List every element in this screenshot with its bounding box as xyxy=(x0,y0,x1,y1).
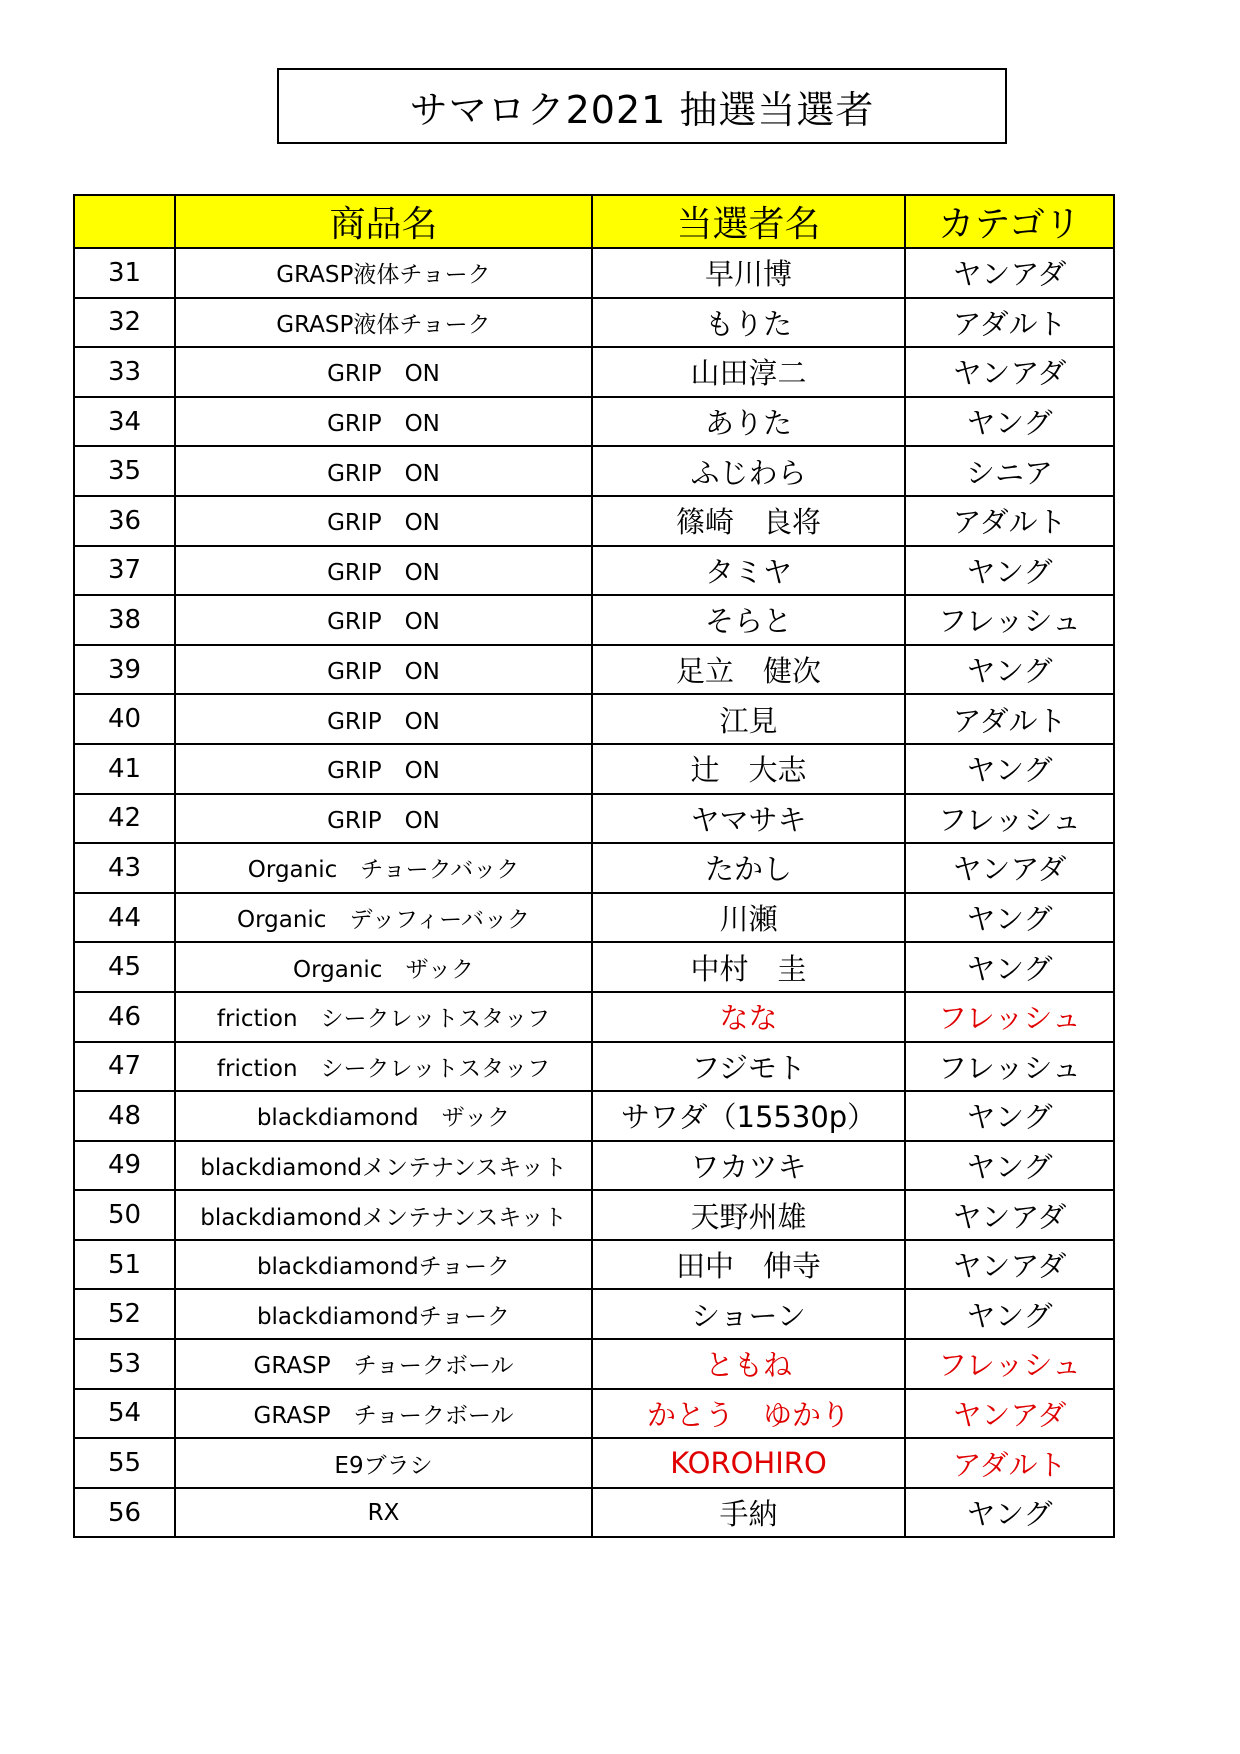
table-row xyxy=(74,694,1114,744)
row-number: 51 xyxy=(74,1240,175,1290)
table-row xyxy=(74,1190,1114,1240)
row-number: 53 xyxy=(74,1339,175,1389)
row-winner-name: ショーン xyxy=(592,1289,905,1339)
row-category: ヤング xyxy=(905,1488,1114,1538)
row-item: GRIP ON xyxy=(175,347,592,397)
row-number: 32 xyxy=(74,298,175,348)
header-item: 商品名 xyxy=(175,195,592,248)
row-number: 43 xyxy=(74,843,175,893)
row-winner-name: もりた xyxy=(592,298,905,348)
row-category: ヤング xyxy=(905,1141,1114,1191)
row-category: ヤンアダ xyxy=(905,843,1114,893)
row-category: フレッシュ xyxy=(905,794,1114,844)
row-item: friction シークレットスタッフ xyxy=(175,992,592,1042)
row-category: フレッシュ xyxy=(905,1339,1114,1389)
row-item: GRIP ON xyxy=(175,496,592,546)
row-item: blackdiamond ザック xyxy=(175,1091,592,1141)
row-number: 56 xyxy=(74,1488,175,1538)
table-row xyxy=(74,347,1114,397)
table-row xyxy=(74,1339,1114,1389)
winners-table xyxy=(73,194,1115,1538)
row-number: 37 xyxy=(74,546,175,596)
row-item: GRASP液体チョーク xyxy=(175,248,592,298)
row-category: シニア xyxy=(905,446,1114,496)
row-number: 38 xyxy=(74,595,175,645)
row-number: 52 xyxy=(74,1289,175,1339)
row-category: ヤンアダ xyxy=(905,347,1114,397)
header-no xyxy=(74,195,175,248)
table-row xyxy=(74,446,1114,496)
row-winner-name: 中村 圭 xyxy=(592,942,905,992)
row-category: アダルト xyxy=(905,694,1114,744)
row-winner-name: そらと xyxy=(592,595,905,645)
row-item: GRIP ON xyxy=(175,546,592,596)
row-item: GRASP液体チョーク xyxy=(175,298,592,348)
table-row xyxy=(74,992,1114,1042)
table-row xyxy=(74,1389,1114,1439)
row-category: ヤング xyxy=(905,1091,1114,1141)
row-category: ヤング xyxy=(905,1289,1114,1339)
table-row xyxy=(74,1091,1114,1141)
table-row xyxy=(74,397,1114,447)
row-number: 40 xyxy=(74,694,175,744)
row-category: ヤンアダ xyxy=(905,248,1114,298)
table-row xyxy=(74,645,1114,695)
table-row xyxy=(74,248,1114,298)
row-winner-name: かとう ゆかり xyxy=(592,1389,905,1439)
row-winner-name: フジモト xyxy=(592,1042,905,1092)
row-item: GRIP ON xyxy=(175,397,592,447)
row-number: 31 xyxy=(74,248,175,298)
row-category: ヤンアダ xyxy=(905,1240,1114,1290)
row-winner-name: ありた xyxy=(592,397,905,447)
row-number: 46 xyxy=(74,992,175,1042)
row-number: 48 xyxy=(74,1091,175,1141)
row-category: ヤング xyxy=(905,744,1114,794)
row-number: 35 xyxy=(74,446,175,496)
table-row xyxy=(74,893,1114,943)
row-category: ヤング xyxy=(905,645,1114,695)
row-number: 54 xyxy=(74,1389,175,1439)
row-number: 34 xyxy=(74,397,175,447)
row-item: blackdiamondメンテナンスキット xyxy=(175,1190,592,1240)
row-winner-name: ワカツキ xyxy=(592,1141,905,1191)
row-winner-name: タミヤ xyxy=(592,546,905,596)
row-number: 45 xyxy=(74,942,175,992)
row-number: 50 xyxy=(74,1190,175,1240)
row-category: ヤング xyxy=(905,893,1114,943)
row-item: Organic チョークバック xyxy=(175,843,592,893)
row-number: 44 xyxy=(74,893,175,943)
row-item: GRASP チョークボール xyxy=(175,1339,592,1389)
row-item: GRIP ON xyxy=(175,744,592,794)
row-item: GRIP ON xyxy=(175,794,592,844)
row-item: Organic ザック xyxy=(175,942,592,992)
row-item: blackdiamondメンテナンスキット xyxy=(175,1141,592,1191)
row-item: friction シークレットスタッフ xyxy=(175,1042,592,1092)
table-row xyxy=(74,843,1114,893)
table-row xyxy=(74,744,1114,794)
row-number: 36 xyxy=(74,496,175,546)
row-winner-name: 江見 xyxy=(592,694,905,744)
table-row xyxy=(74,1042,1114,1092)
table-body xyxy=(74,248,1114,1537)
header-row xyxy=(74,195,1114,248)
row-winner-name: ともね xyxy=(592,1339,905,1389)
page-title xyxy=(277,68,1007,144)
row-winner-name: ふじわら xyxy=(592,446,905,496)
row-number: 47 xyxy=(74,1042,175,1092)
row-winner-name: 早川博 xyxy=(592,248,905,298)
row-category: ヤング xyxy=(905,942,1114,992)
row-winner-name: 足立 健次 xyxy=(592,645,905,695)
table-row xyxy=(74,794,1114,844)
row-category: ヤング xyxy=(905,546,1114,596)
row-winner-name: KOROHIRO xyxy=(592,1438,905,1488)
row-item: RX xyxy=(175,1488,592,1538)
row-item: GRIP ON xyxy=(175,645,592,695)
table-row xyxy=(74,1289,1114,1339)
row-item: GRIP ON xyxy=(175,694,592,744)
row-winner-name: 山田淳二 xyxy=(592,347,905,397)
row-number: 49 xyxy=(74,1141,175,1191)
row-category: ヤング xyxy=(905,397,1114,447)
table-row xyxy=(74,546,1114,596)
row-category: アダルト xyxy=(905,496,1114,546)
row-number: 41 xyxy=(74,744,175,794)
row-category: フレッシュ xyxy=(905,992,1114,1042)
table-row xyxy=(74,1240,1114,1290)
row-winner-name: サワダ（15530p） xyxy=(592,1091,905,1141)
row-number: 55 xyxy=(74,1438,175,1488)
header-name: 当選者名 xyxy=(592,195,905,248)
row-category: アダルト xyxy=(905,1438,1114,1488)
row-item: Organic デッフィーバック xyxy=(175,893,592,943)
row-number: 39 xyxy=(74,645,175,695)
row-number: 33 xyxy=(74,347,175,397)
row-category: ヤンアダ xyxy=(905,1389,1114,1439)
row-category: ヤンアダ xyxy=(905,1190,1114,1240)
row-item: GRIP ON xyxy=(175,595,592,645)
row-winner-name: 川瀬 xyxy=(592,893,905,943)
row-number: 42 xyxy=(74,794,175,844)
row-winner-name: ヤマサキ xyxy=(592,794,905,844)
row-winner-name: なな xyxy=(592,992,905,1042)
row-category: アダルト xyxy=(905,298,1114,348)
row-item: GRASP チョークボール xyxy=(175,1389,592,1439)
row-winner-name: 手納 xyxy=(592,1488,905,1538)
table-row xyxy=(74,1141,1114,1191)
row-winner-name: 天野州雄 xyxy=(592,1190,905,1240)
table-row xyxy=(74,1438,1114,1488)
header-category: カテゴリ xyxy=(905,195,1114,248)
row-item: GRIP ON xyxy=(175,446,592,496)
row-winner-name: たかし xyxy=(592,843,905,893)
table-row xyxy=(74,1488,1114,1538)
row-winner-name: 篠崎 良将 xyxy=(592,496,905,546)
table-row xyxy=(74,595,1114,645)
row-category: フレッシュ xyxy=(905,595,1114,645)
table-row xyxy=(74,496,1114,546)
table-row xyxy=(74,942,1114,992)
row-item: E9ブラシ xyxy=(175,1438,592,1488)
row-item: blackdiamondチョーク xyxy=(175,1289,592,1339)
row-item: blackdiamondチョーク xyxy=(175,1240,592,1290)
table-header xyxy=(74,195,1114,248)
table-row xyxy=(74,298,1114,348)
page-title-text: サマロク2021 抽選当選者 xyxy=(409,87,875,132)
row-category: フレッシュ xyxy=(905,1042,1114,1092)
row-winner-name: 田中 伸寺 xyxy=(592,1240,905,1290)
row-winner-name: 辻 大志 xyxy=(592,744,905,794)
